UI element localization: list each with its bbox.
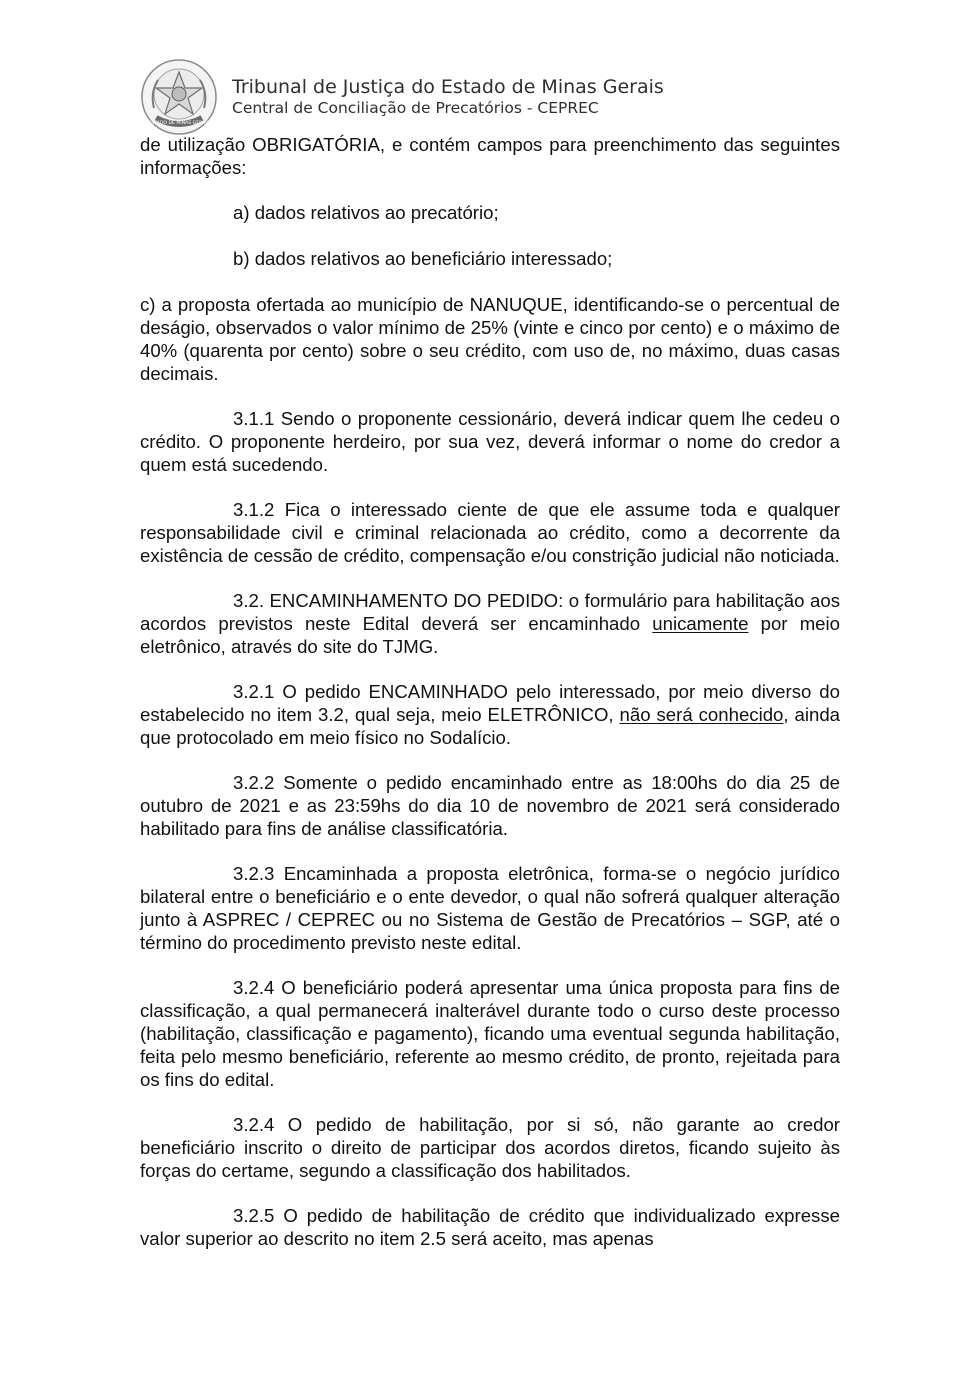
paragraph-3-2-1 <box>140 680 840 749</box>
paragraph-3-2-text-start: 3.2. ENCAMINHAMENTO DO PEDIDO: o formulário para habilitação aos acordos previstos neste Edital deverá ser encaminhado <box>140 590 840 634</box>
paragraph-3-2-4-second: 3.2.4 O pedido de habilitação, por si só, não garante ao credor beneficiário inscrito o direito de participar dos acordos diretos, ficando sujeito às forças do certame, segundo a classificação dos habilitados. <box>140 1114 840 1181</box>
document-body <box>140 133 840 1272</box>
coat-of-arms-seal-icon <box>140 58 218 136</box>
list-item-b: b) dados relativos ao beneficiário interessado; <box>233 248 613 269</box>
paragraph-intro: de utilização OBRIGATÓRIA, e contém campos para preenchimento das seguintes informações: <box>140 134 840 178</box>
paragraph-3-2-1-text-end: , ainda que protocolado em meio físico no Sodalício. <box>140 704 841 748</box>
paragraph-3-2-4-first: 3.2.4 O beneficiário poderá apresentar uma única proposta para fins de classificação, a qual permanecerá inalterável durante todo o curso deste processo (habilitação, classificação e pagamento), ficando uma eventual segunda habilitação, feita pelo mesmo beneficiário, referente ao mesmo crédito, de pronto, rejeitada para os fins do edital. <box>140 977 840 1090</box>
paragraph-3-1-1: 3.1.1 Sendo o proponente cessionário, deverá indicar quem lhe cedeu o crédito. O proponente herdeiro, por sua vez, deverá informar o nome do credor a quem está sucedendo. <box>140 408 840 475</box>
letterhead <box>140 58 740 128</box>
paragraph-3-1-2: 3.1.2 Fica o interessado ciente de que ele assume toda e qualquer responsabilidade civil e criminal relacionada ao crédito, como a decorrente da existência de cessão de crédito, compensação e/ou constrição judicial não noticiada. <box>140 499 840 566</box>
court-subtitle: Central de Conciliação de Precatórios - CEPREC <box>232 99 599 117</box>
paragraph-3-2-text-end: por meio eletrônico, através do site do TJMG. <box>140 613 840 657</box>
list-item-a: a) dados relativos ao precatório; <box>233 202 499 223</box>
paragraph-3-2 <box>140 589 840 658</box>
paragraph-3-2-5: 3.2.5 O pedido de habilitação de crédito que individualizado expresse valor superior ao descrito no item 2.5 será aceito, mas apenas <box>140 1205 840 1249</box>
seal-text: ESTADO DE MINAS GERAIS <box>148 121 210 126</box>
paragraph-3-2-2: 3.2.2 Somente o pedido encaminhado entre as 18:00hs do dia 25 de outubro de 2021 e as 23:59hs do dia 10 de novembro de 2021 será considerado habilitado para fins de análise classificatória. <box>140 772 840 839</box>
court-title: Tribunal de Justiça do Estado de Minas Gerais <box>232 76 664 98</box>
paragraph-3-2-3: 3.2.3 Encaminhada a proposta eletrônica, forma-se o negócio jurídico bilateral entre o beneficiário e o ente devedor, o qual não sofrerá qualquer alteração junto à ASPREC / CEPREC ou no Sistema de Gestão de Precatórios – SGP, até o término do procedimento previsto neste edital. <box>140 863 840 953</box>
underlined-unicamente: unicamente <box>652 613 749 634</box>
underlined-nao-sera-conhecido: não será conhecido <box>619 704 784 725</box>
organization-name <box>232 76 664 118</box>
paragraph-3-2-1-text-start: 3.2.1 O pedido ENCAMINHADO pelo interessado, por meio diverso do estabelecido no item 3.2, qual seja, meio ELETRÔNICO, <box>140 681 840 725</box>
list-item-c: c) a proposta ofertada ao município de NANUQUE, identificando-se o percentual de deságio, observados o valor mínimo de 25% (vinte e cinco por cento) e o máximo de 40% (quarenta por cento) sobre o seu crédito, com uso de, no máximo, duas casas decimais. <box>140 294 840 384</box>
